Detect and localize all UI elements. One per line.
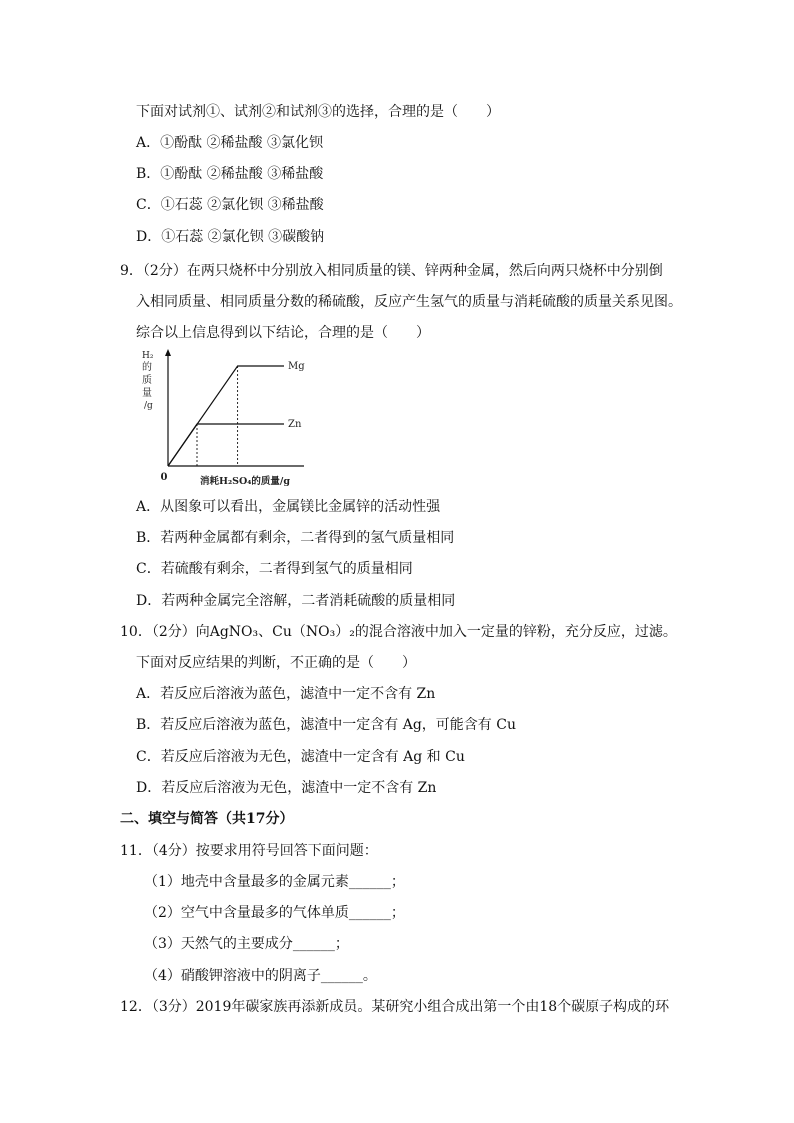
- y-axis-label-line: 质: [142, 375, 152, 386]
- q9-stem-line-2: 入相同质量、相同质量分数的稀硫酸，反应产生氢气的质量与消耗硫酸的质量关系见图。: [136, 294, 682, 310]
- q8-option-a: A．①酚酞 ②稀盐酸 ③氯化钡: [136, 135, 324, 151]
- x-axis-label: 消耗H₂SO₄的质量/g: [200, 476, 291, 487]
- q11-stem: 11．（4分）按要求用符号回答下面问题：: [120, 843, 378, 859]
- q9-option-d: D．若两种金属完全溶解，二者消耗硫酸的质量相同: [136, 593, 456, 609]
- q11-item-1: （1）地壳中含量最多的金属元素______；: [144, 874, 405, 890]
- series-line-zn: [168, 424, 284, 466]
- q9-option-b: B．若两种金属都有剩余，二者得到的氢气质量相同: [136, 530, 455, 546]
- q10-option-d: D．若反应后溶液为无色，滤渣中一定不含有 Zn: [136, 780, 437, 796]
- origin-label: 0: [160, 472, 168, 483]
- q10-option-c: C．若反应后溶液为无色，滤渣中一定含有 Ag 和 Cu: [136, 749, 465, 765]
- series-line-mg: [168, 366, 284, 466]
- q10-stem-line-2: 下面对反应结果的判断，不正确的是（ ）: [136, 655, 416, 671]
- y-axis-label-line: 量: [142, 388, 152, 399]
- q8-option-d: D．①石蕊 ②氯化钡 ③碳酸钠: [136, 229, 325, 245]
- hydrogen-mass-chart: [134, 346, 314, 492]
- y-axis-label-line: 的: [142, 362, 152, 373]
- q9-option-c: C．若硫酸有剩余，二者得到氢气的质量相同: [136, 561, 413, 577]
- q9-stem-line-1: 9．（2分）在两只烧杯中分别放入相同质量的镁、锌两种金属，然后向两只烧杯中分别倒: [120, 263, 663, 279]
- q10-stem-line-1: 10．（2分）向AgNO₃、Cu（NO₃）₂的混合溶液中加入一定量的锌粉，充分反应，过滤。: [120, 624, 677, 640]
- q8-option-b: B．①酚酞 ②稀盐酸 ③稀盐酸: [136, 166, 324, 182]
- q11-item-4: （4）硝酸钾溶液中的阴离子______。: [144, 968, 377, 984]
- q10-option-b: B．若反应后溶液为蓝色，滤渣中一定含有 Ag，可能含有 Cu: [136, 717, 516, 733]
- section-heading: 二、填空与简答（共17分）: [120, 811, 294, 827]
- q12-stem: 12．（3分）2019年碳家族再添新成员。某研究小组合成出第一个由18个碳原子构成的环: [120, 999, 670, 1015]
- q8-option-c: C．①石蕊 ②氯化钡 ③稀盐酸: [136, 197, 324, 213]
- y-axis-label-line: H₂: [142, 351, 154, 361]
- q9-stem-line-3: 综合以上信息得到以下结论，合理的是（ ）: [136, 325, 430, 341]
- series-label-mg: Mg: [288, 361, 305, 372]
- q10-option-a: A．若反应后溶液为蓝色，滤渣中一定不含有 Zn: [136, 686, 436, 702]
- series-label-zn: Zn: [288, 419, 302, 430]
- y-axis-label-line: /g: [144, 401, 153, 411]
- q8-stem: 下面对试剂①、试剂②和试剂③的选择，合理的是（ ）: [136, 104, 500, 120]
- q11-item-2: （2）空气中含量最多的气体单质______；: [144, 905, 405, 921]
- q11-item-3: （3）天然气的主要成分______；: [144, 936, 349, 952]
- y-axis-arrow: [165, 349, 171, 356]
- y-axis-label: [142, 351, 154, 411]
- q9-option-a: A．从图象可以看出，金属镁比金属锌的活动性强: [136, 499, 441, 515]
